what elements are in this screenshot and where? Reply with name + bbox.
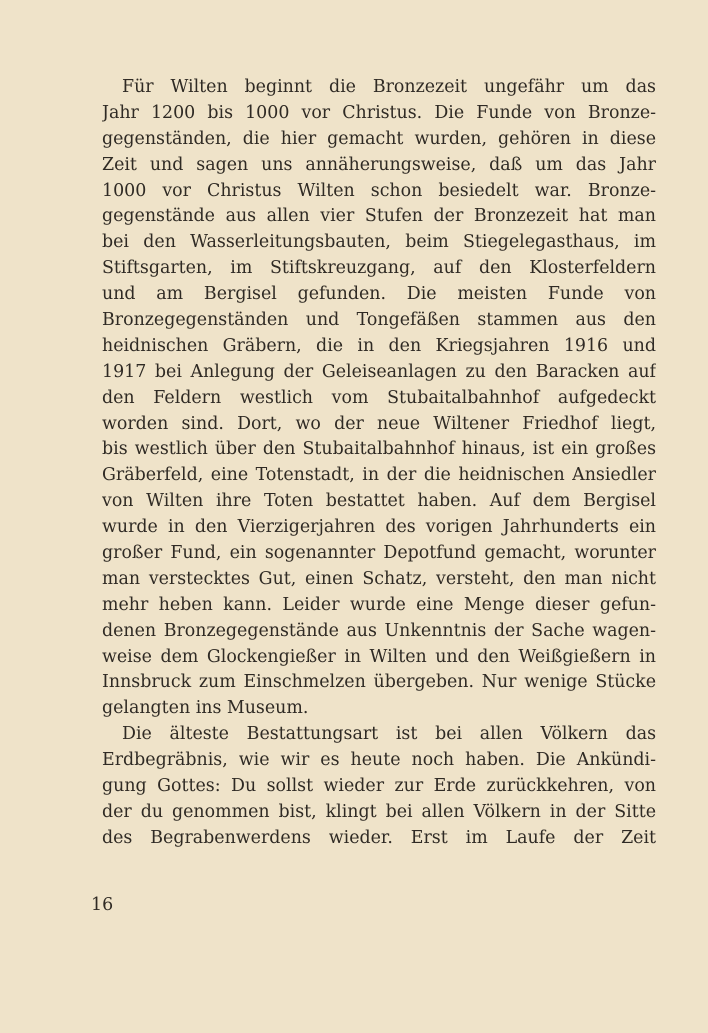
text-line: Bronzegegenständen und Tongefäßen stammen aus den [102,310,656,331]
text-line: gegenständen, die hier gemacht wurden, gehören in diese [102,128,656,149]
text-line: des Begrabenwerdens wieder. Erst im Laufe der Zeit [102,827,656,848]
text-line: mehr heben kann. Leider wurde eine Menge dieser gefun- [102,594,656,615]
text-line: der du genommen bist, klingt bei allen Völkern in der Sitte [102,801,656,822]
text-line: Innsbruck zum Einschmelzen übergeben. Nur wenige Stücke [102,672,656,693]
text-line: man verstecktes Gut, einen Schatz, versteht, den man nicht [102,568,656,589]
text-line: 1917 bei Anlegung der Geleiseanlagen zu den Baracken auf [102,361,656,382]
page-number: 16 [91,895,114,915]
text-line: gelangten ins Museum. [102,698,309,719]
text-line: Die älteste Bestattungsart ist bei allen Völkern das [122,724,656,745]
text-line: gung Gottes: Du sollst wieder zur Erde zurückkehren, von [102,776,656,797]
paragraph [102,722,656,851]
text-line: Zeit und sagen uns annäherungsweise, daß um das Jahr [102,154,656,175]
text-line: weise dem Glockengießer in Wilten und den Weißgießern in [102,646,656,667]
text-line: und am Bergisel gefunden. Die meisten Funde von [102,284,656,305]
text-line: von Wilten ihre Toten bestattet haben. Auf dem Bergisel [102,491,656,512]
text-line: Jahr 1200 bis 1000 vor Christus. Die Funde von Bronze- [102,102,656,123]
paragraph [102,75,656,722]
text-line: bis westlich über den Stubaitalbahnhof hinaus, ist ein großes [102,439,656,460]
body-text [102,75,656,852]
text-line: Für Wilten beginnt die Bronzezeit ungefähr um das [122,77,656,97]
text-line: wurde in den Vierzigerjahren des vorigen Jahrhunderts ein [102,517,656,538]
text-line: worden sind. Dort, wo der neue Wiltener Friedhof liegt, [102,413,656,434]
text-line: großer Fund, ein sogenannter Depotfund gemacht, worunter [102,543,656,564]
text-line: Erdbegräbnis, wie wir es heute noch haben. Die Ankündi- [102,750,656,771]
text-line: heidnischen Gräbern, die in den Kriegsjahren 1916 und [102,335,656,356]
text-line: Gräberfeld, eine Totenstadt, in der die heidnischen Ansiedler [102,465,656,486]
text-line: Stiftsgarten, im Stiftskreuzgang, auf den Klosterfeldern [102,258,656,279]
text-line: gegenstände aus allen vier Stufen der Bronzezeit hat man [102,206,656,227]
text-line: den Feldern westlich vom Stubaitalbahnhof aufgedeckt [102,387,656,408]
text-line: bei den Wasserleitungsbauten, beim Stiegelegasthaus, im [102,232,656,253]
text-line: 1000 vor Christus Wilten schon besiedelt war. Bronze- [102,180,656,201]
text-line: denen Bronzegegenstände aus Unkenntnis der Sache wagen- [102,620,656,641]
